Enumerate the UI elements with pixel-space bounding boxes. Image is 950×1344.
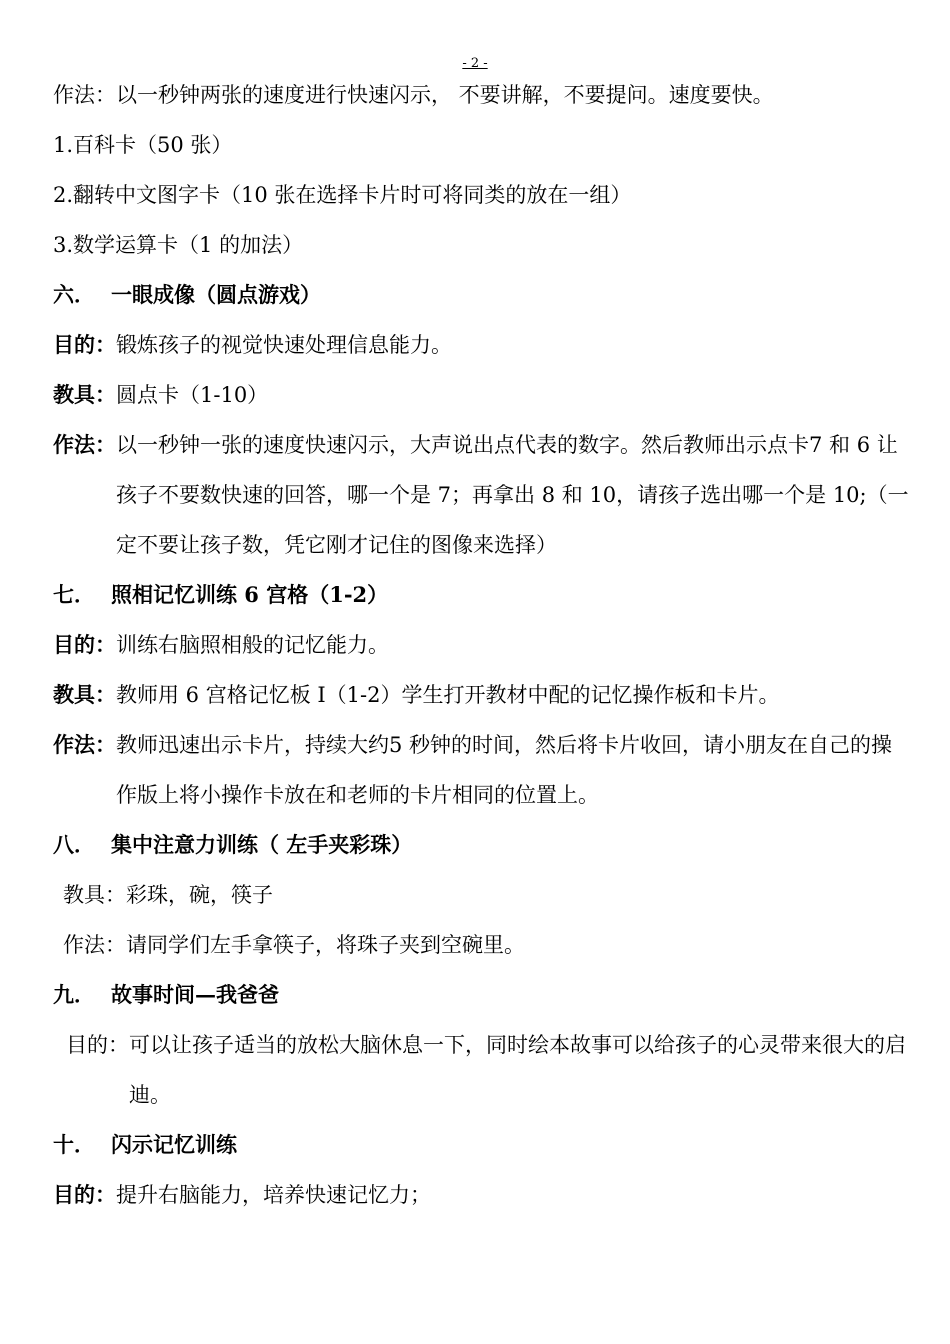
section-title: 照相记忆训练 6 宫格（1-2）: [111, 582, 389, 607]
method-block: [53, 728, 913, 828]
method-line: 作法：以一秒钟两张的速度进行快速闪示， 不要讲解，不要提问。速度要快。: [53, 83, 774, 107]
document-body: [53, 78, 913, 1228]
goal-text: 提升右脑能力，培养快速记忆力；: [116, 1183, 431, 1207]
goal-text: 训练右脑照相般的记忆能力。: [116, 633, 389, 657]
tools-label: 教具：: [53, 682, 116, 707]
section-heading: [53, 278, 913, 328]
list-item: 2.翻转中文图字卡（10 张在选择卡片时可将同类的放在一组）: [53, 183, 632, 207]
goal-block: [53, 1028, 913, 1128]
goal-text: 锻炼孩子的视觉快速处理信息能力。: [116, 333, 452, 357]
list-item: 1.百科卡（50 张）: [53, 133, 233, 157]
section-number: 九．: [53, 982, 95, 1007]
goal-label: 目的：: [53, 332, 116, 357]
section-heading: [53, 1128, 913, 1178]
goal-label: 目的：: [53, 1182, 116, 1207]
section-number: 十．: [53, 1132, 95, 1157]
tools-text: 圆点卡（1-10）: [116, 383, 269, 407]
section-title: 一眼成像（圆点游戏）: [111, 282, 321, 307]
section-title: 故事时间—我爸爸: [111, 982, 279, 1007]
goal-line: [53, 1178, 913, 1228]
section-title: 闪示记忆训练: [111, 1132, 237, 1157]
method-block: [53, 428, 913, 578]
list-item: 3.数学运算卡（1 的加法）: [53, 233, 304, 257]
section-number: 六．: [53, 282, 95, 307]
page-number: - 2 -: [462, 56, 488, 71]
method-line: 作法：请同学们左手拿筷子，将珠子夹到空碗里。: [63, 933, 525, 957]
goal-text: 可以让孩子适当的放松大脑休息一下，同时绘本故事可以给孩子的心灵带来很大的启迪。: [129, 1033, 906, 1107]
section-heading: [53, 578, 913, 628]
tools-line: 教具：彩珠，碗，筷子: [63, 883, 273, 907]
section-number: 八．: [53, 832, 95, 857]
method-label: 作法：: [53, 732, 116, 757]
method-label: 作法：: [53, 432, 116, 457]
goal-line: [53, 628, 913, 678]
method-text: 教师迅速出示卡片，持续大约5 秒钟的时间，然后将卡片收回，请小朋友在自己的操作版上将小操作卡放在和老师的卡片相同的位置上。: [116, 733, 893, 807]
tools-text: 教师用 6 宫格记忆板 I（1-2）学生打开教材中配的记忆操作板和卡片。: [116, 683, 780, 707]
section-number: 七．: [53, 582, 95, 607]
section-heading: [53, 828, 913, 878]
tools-label: 教具：: [53, 382, 116, 407]
goal-line: [53, 328, 913, 378]
goal-label: 目的：: [66, 1033, 129, 1057]
method-text: 以一秒钟一张的速度快速闪示，大声说出点代表的数字。然后教师出示点卡7 和 6 让孩子不要数快速的回答，哪一个是 7；再拿出 8 和 10，请孩子选出哪一个是 10;（一定不要让孩子数，凭它刚才记住的图像来选择）: [116, 433, 909, 557]
section-title: 集中注意力训练（ 左手夹彩珠）: [111, 832, 413, 857]
goal-label: 目的：: [53, 632, 116, 657]
